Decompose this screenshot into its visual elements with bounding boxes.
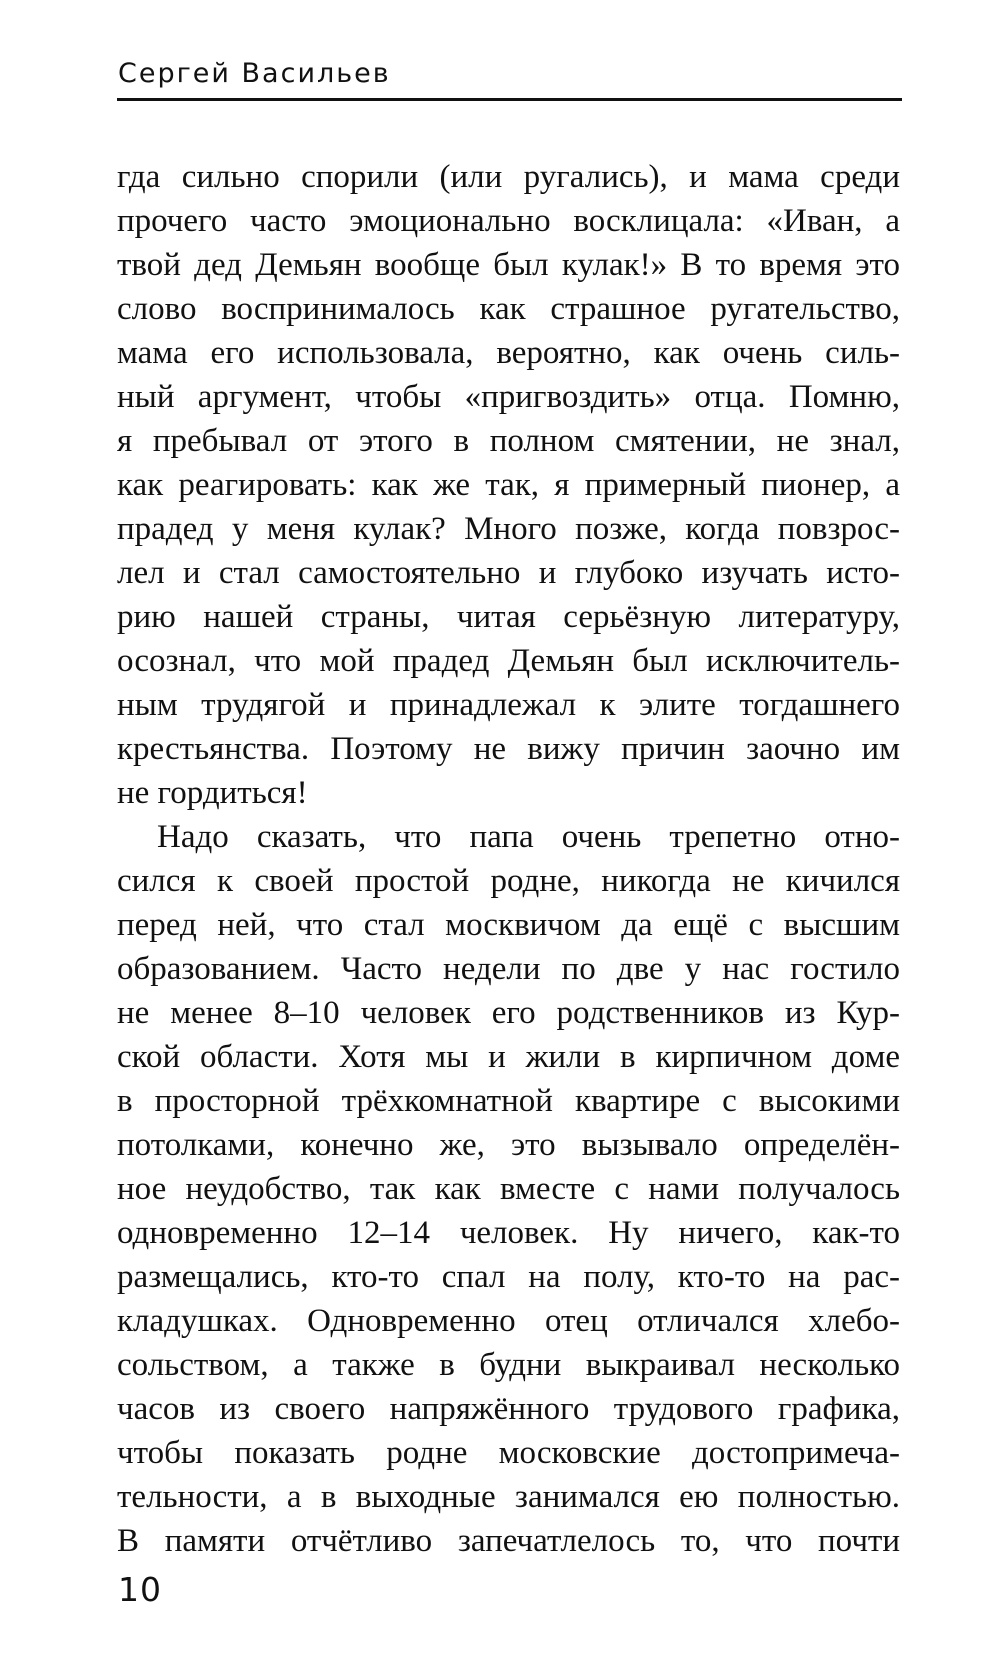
- text-line: сился к своей простой родне, никогда не кичился: [117, 863, 900, 899]
- body-text: [117, 155, 900, 1563]
- page-number: 10: [118, 1570, 162, 1609]
- text-line: Надо сказать, что папа очень трепетно отно-: [157, 819, 900, 855]
- text-line: кладушках. Одновременно отец отличался хлебо-: [117, 1303, 900, 1339]
- text-line: образованием. Часто недели по две у нас гостило: [117, 951, 900, 987]
- text-line: не гордиться!: [117, 775, 308, 811]
- text-line: в просторной трёхкомнатной квартире с высокими: [117, 1083, 900, 1119]
- text-line: В памяти отчётливо запечатлелось то, что почти: [117, 1523, 900, 1559]
- text-line: прадед у меня кулак? Много позже, когда повзрос-: [117, 511, 900, 547]
- text-line: тельности, а в выходные занимался ею полностью.: [117, 1479, 900, 1515]
- text-line: слово воспринималось как страшное ругательство,: [117, 291, 900, 327]
- text-line: часов из своего напряжённого трудового графика,: [117, 1391, 900, 1427]
- text-line: мама его использовала, вероятно, как очень силь-: [117, 335, 900, 371]
- text-line: не менее 8–10 человек его родственников из Кур-: [117, 995, 900, 1031]
- text-line: твой дед Демьян вообще был кулак!» В то время это: [117, 247, 900, 283]
- text-line: ным трудягой и принадлежал к элите тогдашнего: [117, 687, 900, 723]
- text-line: одновременно 12–14 человек. Ну ничего, как-то: [117, 1215, 900, 1251]
- running-head: Сергей Васильев: [118, 58, 391, 89]
- text-line: крестьянства. Поэтому не вижу причин заочно им: [117, 731, 900, 767]
- text-line: гда сильно спорили (или ругались), и мама среди: [117, 159, 900, 195]
- text-line: рию нашей страны, читая серьёзную литературу,: [117, 599, 900, 635]
- text-line: размещались, кто-то спал на полу, кто-то на рас-: [117, 1259, 900, 1295]
- text-line: как реагировать: как же так, я примерный пионер, а: [117, 467, 900, 503]
- header-rule: [117, 98, 902, 101]
- text-line: я пребывал от этого в полном смятении, не знал,: [117, 423, 900, 459]
- text-line: ный аргумент, чтобы «пригвоздить» отца. Помню,: [117, 379, 900, 415]
- text-line: перед ней, что стал москвичом да ещё с высшим: [117, 907, 900, 943]
- text-line: ное неудобство, так как вместе с нами получалось: [117, 1171, 900, 1207]
- text-line: прочего часто эмоционально восклицала: «Иван, а: [117, 203, 900, 239]
- text-line: ской области. Хотя мы и жили в кирпичном доме: [117, 1039, 900, 1075]
- text-line: потолками, конечно же, это вызывало определён-: [117, 1127, 900, 1163]
- text-line: лел и стал самостоятельно и глубоко изучать исто-: [117, 555, 900, 591]
- text-line: чтобы показать родне московские достопримеча-: [117, 1435, 900, 1471]
- text-line: сольством, а также в будни выкраивал несколько: [117, 1347, 900, 1383]
- text-line: осознал, что мой прадед Демьян был исключитель-: [117, 643, 900, 679]
